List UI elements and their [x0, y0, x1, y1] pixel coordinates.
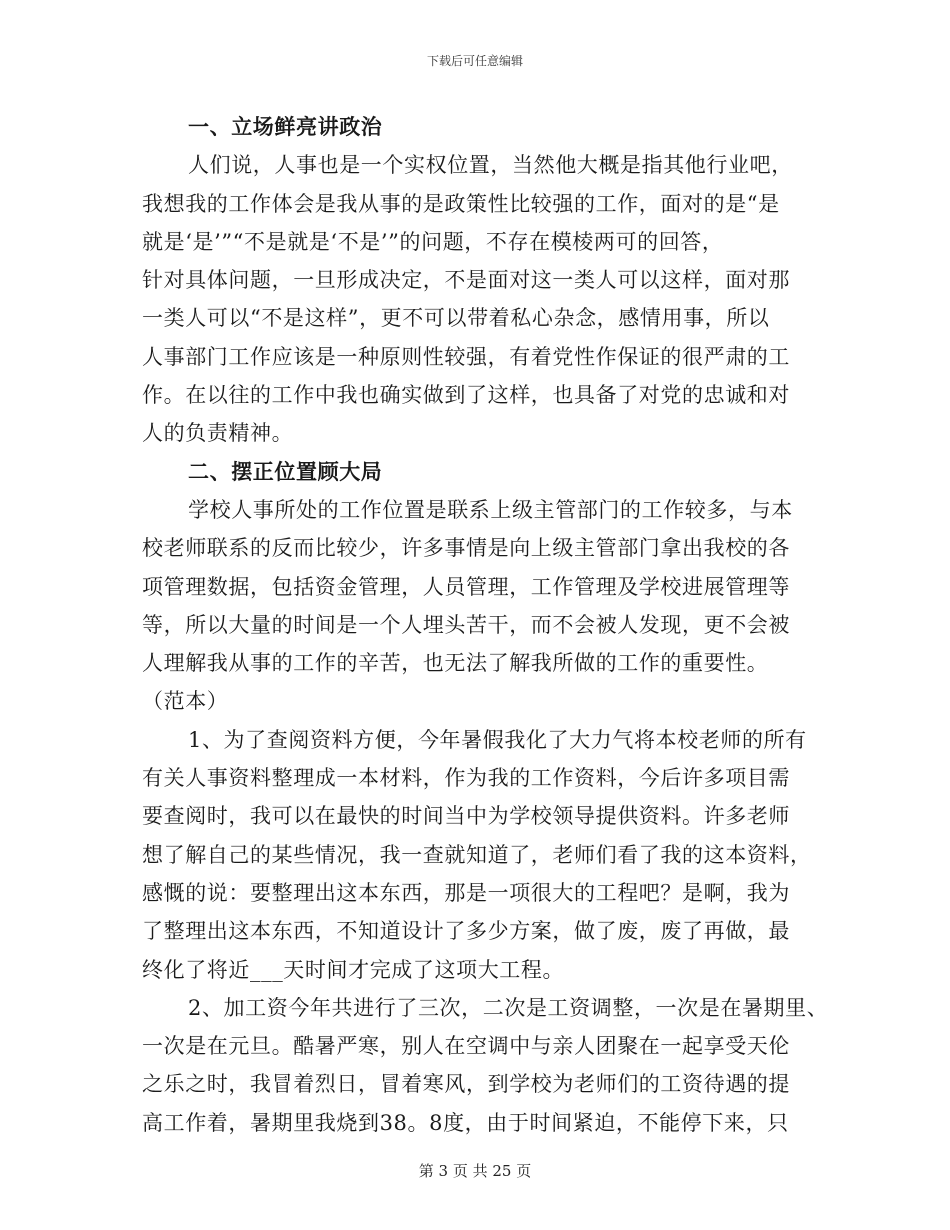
- paragraph-line: 人的负责精神。: [142, 421, 294, 446]
- paragraph-line: 想了解自己的某些情况，我一查就知道了，老师们看了我的这本资料，: [142, 842, 812, 867]
- paragraph-line: 有关人事资料整理成一本材料，作为我的工作资料，今后许多项目需: [142, 766, 790, 791]
- paragraph-line: 1、为了查阅资料方便，今年暑假我化了大力气将本校老师的所有: [188, 727, 807, 752]
- paragraph-line: 作。在以往的工作中我也确实做到了这样，也具备了对党的忠诚和对: [142, 383, 790, 408]
- paragraph-line: 一类人可以“不是这样”，更不可以带着私心杂念，感情用事，所以: [142, 306, 770, 331]
- paragraph-line: 我想我的工作体会是我从事的是政策性比较强的工作，面对的是“是: [142, 191, 780, 216]
- paragraph-line: 之乐之时，我冒着烈日，冒着寒风，到学校为老师们的工资待遇的提: [142, 1072, 790, 1097]
- paragraph-line: 学校人事所处的工作位置是联系上级主管部门的工作较多，与本: [188, 497, 793, 522]
- section-heading-2: 二、摆正位置顾大局: [188, 458, 383, 484]
- paragraph-line: 等，所以大量的时间是一个人埋头苦干，而不会被人发现，更不会被: [142, 612, 790, 637]
- paragraph-line: 了整理出这本东西，不知道设计了多少方案，做了废，废了再做，最: [142, 919, 790, 944]
- page-header: 下载后可任意编辑: [426, 54, 523, 68]
- paragraph-line: 高工作着，暑期里我烧到38。8度，由于时间紧迫，不能停下来，只: [142, 1110, 789, 1135]
- paragraph-line: 就是‘是’”“不是就是‘不是’”的问题，不存在模棱两可的回答，: [142, 229, 724, 254]
- paragraph-line: 项管理数据，包括资金管理，人员管理，工作管理及学校进展管理等: [142, 574, 790, 599]
- sample-label: （范本）: [142, 689, 229, 714]
- paragraph-line: 针对具体问题，一旦形成决定，不是面对这一类人可以这样，面对那: [142, 268, 790, 293]
- paragraph-line: 人事部门工作应该是一种原则性较强，有着党性作保证的很严肃的工: [142, 344, 790, 369]
- document-body: [142, 108, 829, 1142]
- page-number: 第 3 页 共 25 页: [418, 1162, 532, 1180]
- paragraph-line: 人理解我从事的工作的辛苦，也无法了解我所做的工作的重要性。: [142, 651, 769, 676]
- paragraph-line: 一次是在元旦。酷暑严寒，别人在空调中与亲人团聚在一起享受天伦: [142, 1034, 790, 1059]
- section-heading-1: 一、立场鲜亮讲政治: [188, 114, 383, 139]
- paragraph-line: 2、加工资今年共进行了三次，二次是工资调整，一次是在暑期里、: [188, 995, 829, 1020]
- paragraph-line: 校老师联系的反而比较少，许多事情是向上级主管部门拿出我校的各: [142, 536, 790, 561]
- paragraph-line: 感慨的说：要整理出这本东西，那是一项很大的工程吧？是啊，我为: [142, 880, 790, 905]
- paragraph-line: 终化了将近___天时间才完成了这项大工程。: [142, 957, 565, 982]
- paragraph-line: 要查阅时，我可以在最快的时间当中为学校领导提供资料。许多老师: [142, 804, 790, 829]
- paragraph-line: 人们说，人事也是一个实权位置，当然他大概是指其他行业吧，: [188, 153, 793, 178]
